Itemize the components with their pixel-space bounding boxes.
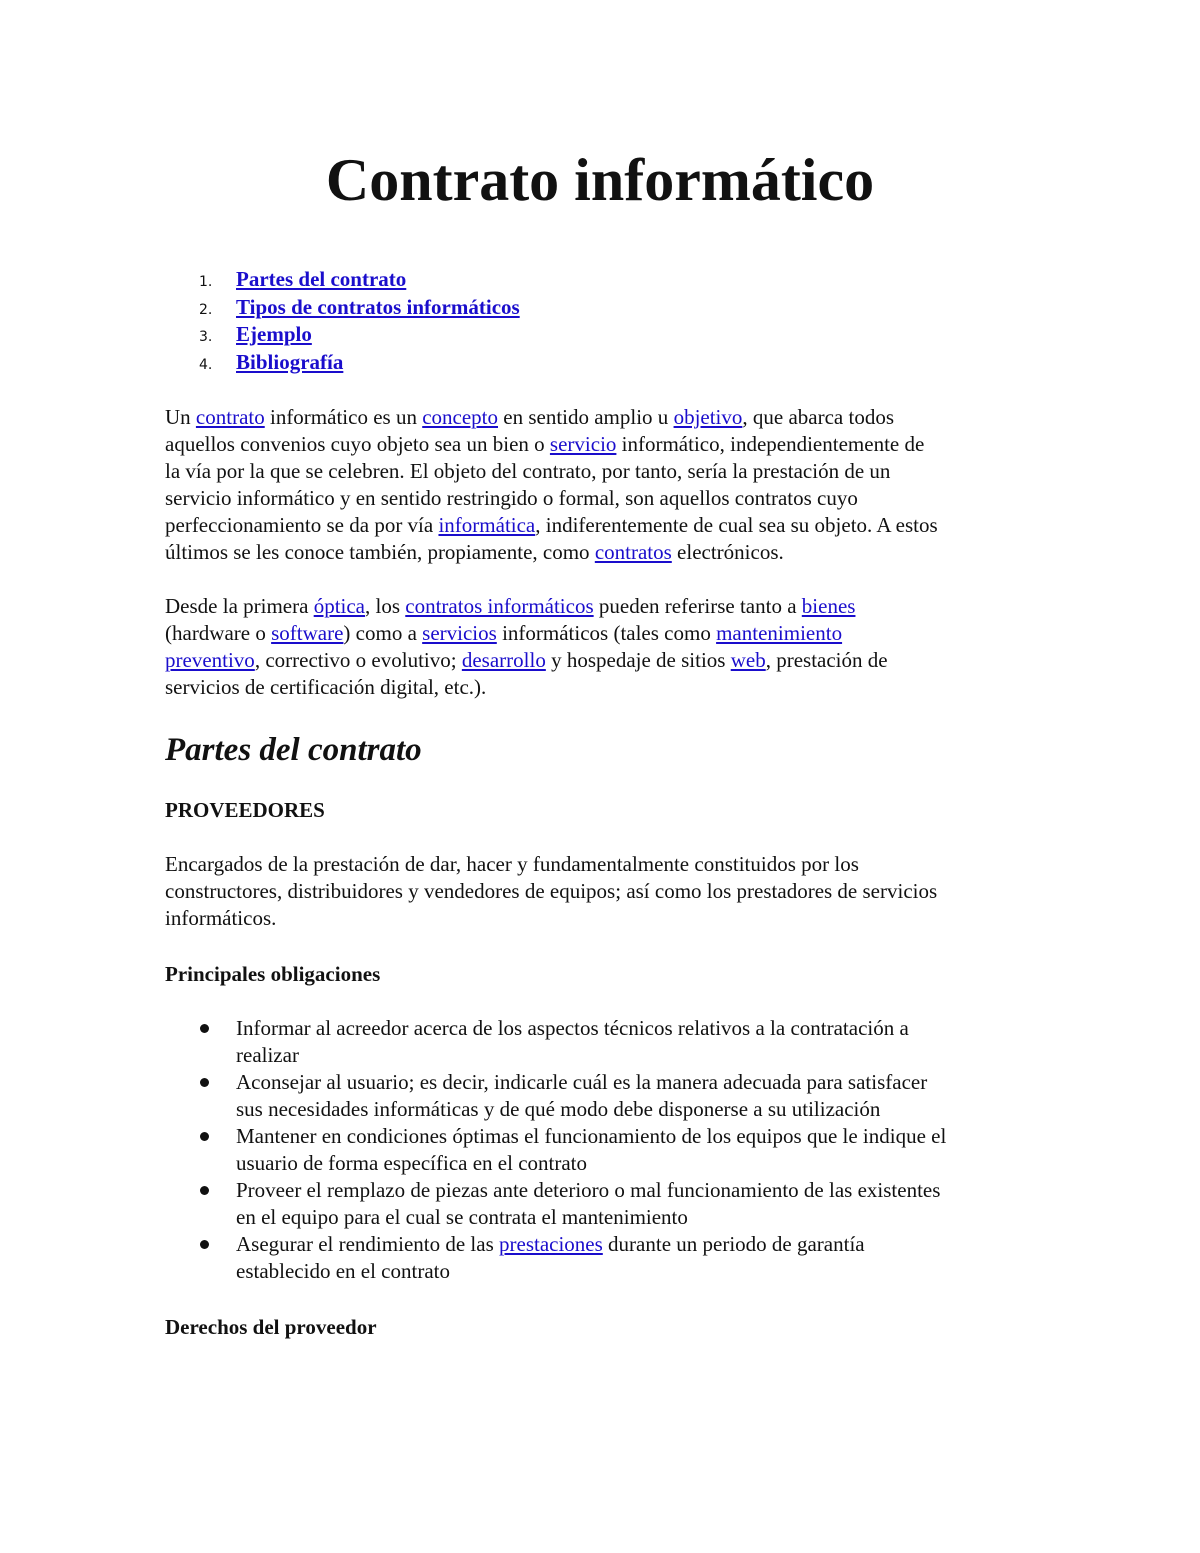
list-item — [165, 1069, 1045, 1123]
bullet-icon — [200, 1240, 209, 1249]
table-of-contents — [165, 266, 520, 376]
text: informáticos. — [165, 906, 277, 930]
page-title: Contrato informático — [325, 147, 875, 213]
text: constructores, distribuidores y vendedores de equipos; así como los prestadores de servicios — [165, 879, 938, 903]
text: y hospedaje de sitios — [545, 648, 731, 672]
list-item — [165, 1015, 1045, 1069]
text: pueden referirse tanto a — [593, 594, 802, 618]
text: servicios de certificación digital, etc.). — [165, 675, 487, 699]
text: ) como a — [343, 621, 423, 645]
toc-number: 1. — [199, 274, 213, 290]
bullet-icon — [200, 1024, 209, 1033]
text: , correctivo o evolutivo; — [254, 648, 462, 672]
link-servicio[interactable]: servicio — [549, 432, 617, 456]
link-prestaciones[interactable]: prestaciones — [499, 1232, 603, 1256]
link-bienes[interactable]: bienes — [801, 594, 856, 618]
text: informático, independientemente de — [616, 432, 925, 456]
section-heading-partes: Partes del contrato — [165, 732, 422, 768]
link-contratos-informaticos[interactable]: contratos informáticos — [405, 594, 594, 618]
text: Un — [165, 405, 196, 429]
text: servicio informático y en sentido restringido o formal, son aquellos contratos cuyo — [165, 486, 858, 510]
link-software[interactable]: software — [271, 621, 344, 645]
subheading-proveedores: PROVEEDORES — [165, 798, 325, 822]
toc-number: 2. — [199, 301, 213, 318]
link-mantenimiento-preventivo[interactable]: preventivo — [165, 648, 255, 672]
link-mantenimiento-preventivo[interactable]: mantenimiento — [716, 621, 843, 645]
intro-paragraph-2 — [165, 593, 1045, 701]
text: últimos se les conoce también, propiamente, como — [165, 540, 595, 564]
toc-item — [165, 321, 520, 349]
intro-paragraph-1 — [165, 404, 1045, 566]
link-optica[interactable]: óptica — [313, 594, 365, 618]
text: durante un periodo de garantía — [602, 1232, 865, 1256]
toc-link-ejemplo[interactable]: Ejemplo — [236, 322, 312, 346]
list-item — [165, 1123, 1045, 1177]
text: en sentido amplio u — [498, 405, 674, 429]
text: Proveer el remplazo de piezas ante deterioro o mal funcionamiento de las existentes — [236, 1178, 941, 1202]
subheading-derechos: Derechos del proveedor — [165, 1315, 377, 1339]
toc-link-partes[interactable]: Partes del contrato — [236, 267, 407, 291]
toc-number: 4. — [199, 356, 213, 373]
link-objetivo[interactable]: objetivo — [673, 405, 743, 429]
text: informáticos (tales como — [496, 621, 717, 645]
text: sus necesidades informáticas y de qué modo debe disponerse a su utilización — [236, 1097, 881, 1121]
text: Informar al acreedor acerca de los aspectos técnicos relativos a la contratación a — [236, 1016, 909, 1040]
text: perfeccionamiento se da por vía — [165, 513, 439, 537]
text: la vía por la que se celebren. El objeto del contrato, por tanto, sería la prestación de un — [165, 459, 891, 483]
text: , que abarca todos — [742, 405, 894, 429]
text: Desde la primera — [165, 594, 314, 618]
text: , indiferentemente de cual sea su objeto. A estos — [535, 513, 938, 537]
toc-number: 3. — [199, 329, 213, 345]
text: informático es un — [264, 405, 423, 429]
obligations-list — [165, 1015, 1045, 1285]
text: , prestación de — [765, 648, 888, 672]
text: Encargados de la prestación de dar, hacer y fundamentalmente constituidos por los — [165, 852, 859, 876]
subheading-obligaciones: Principales obligaciones — [165, 962, 381, 986]
link-concepto[interactable]: concepto — [422, 405, 498, 429]
link-contrato[interactable]: contrato — [195, 405, 265, 429]
text: aquellos convenios cuyo objeto sea un bien o — [165, 432, 550, 456]
text: usuario de forma específica en el contrato — [236, 1151, 588, 1175]
text: realizar — [236, 1043, 299, 1067]
list-item — [165, 1177, 1045, 1231]
text: , los — [365, 594, 406, 618]
text: en el equipo para el cual se contrata el mantenimiento — [236, 1205, 688, 1229]
link-informatica[interactable]: informática — [438, 513, 536, 537]
text: (hardware o — [165, 621, 272, 645]
link-web[interactable]: web — [730, 648, 766, 672]
text: electrónicos. — [671, 540, 784, 564]
toc-item — [165, 266, 520, 294]
bullet-icon — [200, 1186, 209, 1195]
link-servicios[interactable]: servicios — [422, 621, 497, 645]
text: Asegurar el rendimiento de las — [236, 1232, 499, 1256]
proveedores-description — [165, 851, 1045, 932]
text: Aconsejar al usuario; es decir, indicarle cuál es la manera adecuada para satisfacer — [236, 1070, 928, 1094]
list-item — [165, 1231, 1045, 1285]
bullet-icon — [200, 1078, 209, 1087]
bullet-icon — [200, 1132, 209, 1141]
text: Mantener en condiciones óptimas el funcionamiento de los equipos que le indique el — [236, 1124, 947, 1148]
text: establecido en el contrato — [236, 1259, 450, 1283]
link-contratos[interactable]: contratos — [594, 540, 672, 564]
toc-link-bibliografia[interactable]: Bibliografía — [236, 349, 344, 374]
toc-item — [165, 294, 520, 322]
link-desarrollo[interactable]: desarrollo — [461, 648, 546, 672]
toc-link-tipos[interactable]: Tipos de contratos informáticos — [236, 294, 520, 319]
toc-item — [165, 349, 520, 377]
